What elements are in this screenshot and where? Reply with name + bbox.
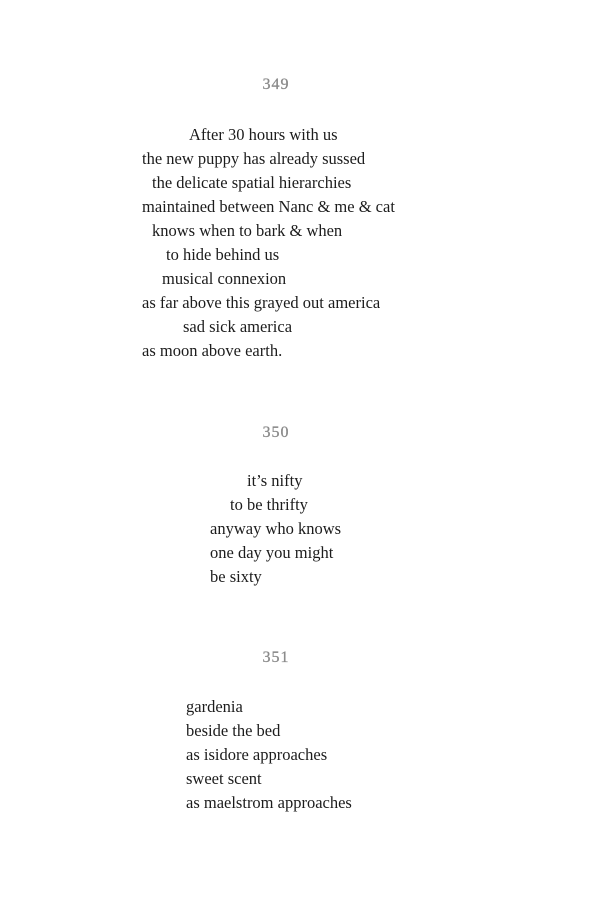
poem-line: as maelstrom approaches bbox=[186, 793, 352, 812]
poem-line: the new puppy has already sussed bbox=[142, 149, 366, 168]
poem-line: be sixty bbox=[210, 567, 262, 586]
poem-line: gardenia bbox=[186, 697, 243, 716]
poem-line: as moon above earth. bbox=[142, 341, 283, 360]
poem-line: to be thrifty bbox=[230, 495, 308, 514]
poem-number: 351 bbox=[262, 649, 290, 666]
poem-line: it’s nifty bbox=[247, 471, 303, 490]
poem-line: sad sick america bbox=[183, 317, 293, 336]
poem-line: knows when to bark & when bbox=[152, 221, 343, 240]
poem-line: to hide behind us bbox=[166, 245, 280, 264]
poem-number: 349 bbox=[262, 76, 290, 93]
poem-line: maintained between Nanc & me & cat bbox=[142, 197, 395, 216]
poem-line: one day you might bbox=[210, 543, 334, 562]
poem-line: musical connexion bbox=[162, 269, 287, 288]
poem-line: anyway who knows bbox=[210, 519, 342, 538]
poem-line: sweet scent bbox=[186, 769, 262, 788]
poem-line: After 30 hours with us bbox=[189, 125, 338, 144]
poem-line: the delicate spatial hierarchies bbox=[152, 173, 352, 192]
poem-line: as far above this grayed out america bbox=[142, 293, 381, 312]
poem-number: 350 bbox=[262, 424, 290, 441]
poem-line: beside the bed bbox=[186, 721, 281, 740]
poem-line: as isidore approaches bbox=[186, 745, 328, 764]
